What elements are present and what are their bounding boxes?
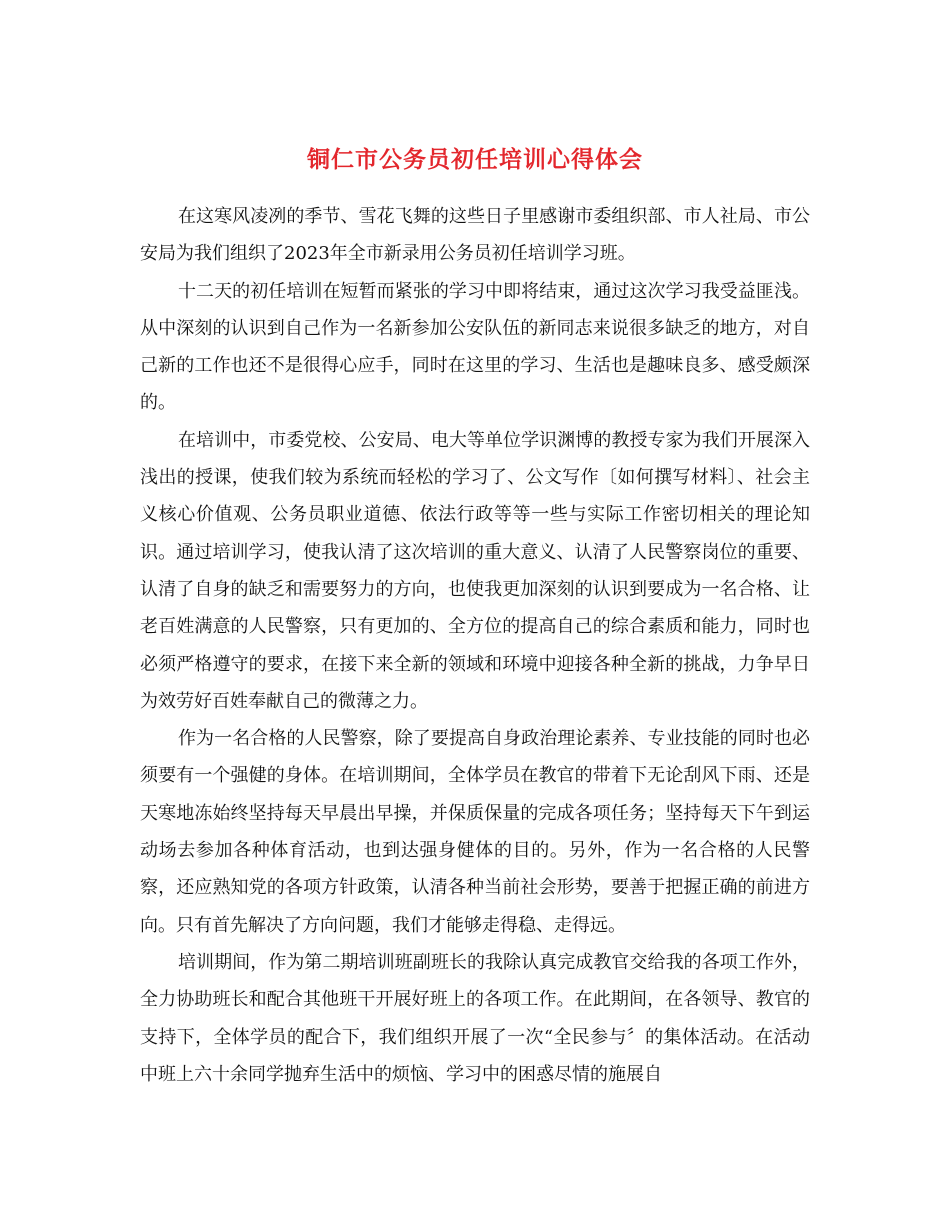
paragraph: 作为一名合格的人民警察，除了要提高自身政治理论素养、专业技能的同时也必须要有一个强健的身体。在培训期间，全体学员在教官的带着下无论刮风下雨、还是天寒地冻始终坚持每天早晨出早操，并保质保量的完成各项任务；坚持每天下午到运动场去参加各种体育活动，也到达强身健体的目的。另外，作为一名合格的人民警察，还应熟知党的各项方针政策，认清各种当前社会形势，要善于把握正确的前进方向。只有首先解决了方向问题，我们才能够走得稳、走得远。 <box>140 728 810 936</box>
paragraph: 在培训中，市委党校、公安局、电大等单位学识渊博的教授专家为我们开展深入浅出的授课，使我们较为系统而轻松的学习了、公文写作〔如何撰写材料〕、社会主义核心价值观、公务员职业道德、依法行政等等一些与实际工作密切相关的理论知识。通过培训学习，使我认清了这次培训的重大意义、认清了人民警察岗位的重要、认清了自身的缺乏和需要努力的方向，也使我更加深刻的认识到要成为一名合格、让老百姓满意的人民警察，只有更加的、全方位的提高自己的综合素质和能力，同时也必须严格遵守的要求，在接下来全新的领域和环境中迎接各种全新的挑战，力争早日为效劳好百姓奉献自己的微薄之力。 <box>140 429 810 712</box>
document-title: 铜仁市公务员初任培训心得体会 <box>307 146 643 174</box>
paragraph: 培训期间，作为第二期培训班副班长的我除认真完成教官交给我的各项工作外，全力协助班长和配合其他班干开展好班上的各项工作。在此期间，在各领导、教官的支持下，全体学员的配合下，我们组织开展了一次“全民参与〞的集体活动。在活动中班上六十余同学抛弃生活中的烦恼、学习中的困惑尽情的施展自 <box>140 951 810 1085</box>
document-body <box>140 198 810 1093</box>
paragraph: 十二天的初任培训在短暂而紧张的学习中即将结束，通过这次学习我受益匪浅。从中深刻的认识到自己作为一名新参加公安队伍的新同志来说很多缺乏的地方，对自己新的工作也还不是很得心应手，同时在这里的学习、生活也是趣味良多、感受颇深的。 <box>140 280 810 414</box>
paragraph: 在这寒风凌冽的季节、雪花飞舞的这些日子里感谢市委组织部、市人社局、市公安局为我们组织了2023年全市新录用公务员初任培训学习班。 <box>140 206 810 265</box>
